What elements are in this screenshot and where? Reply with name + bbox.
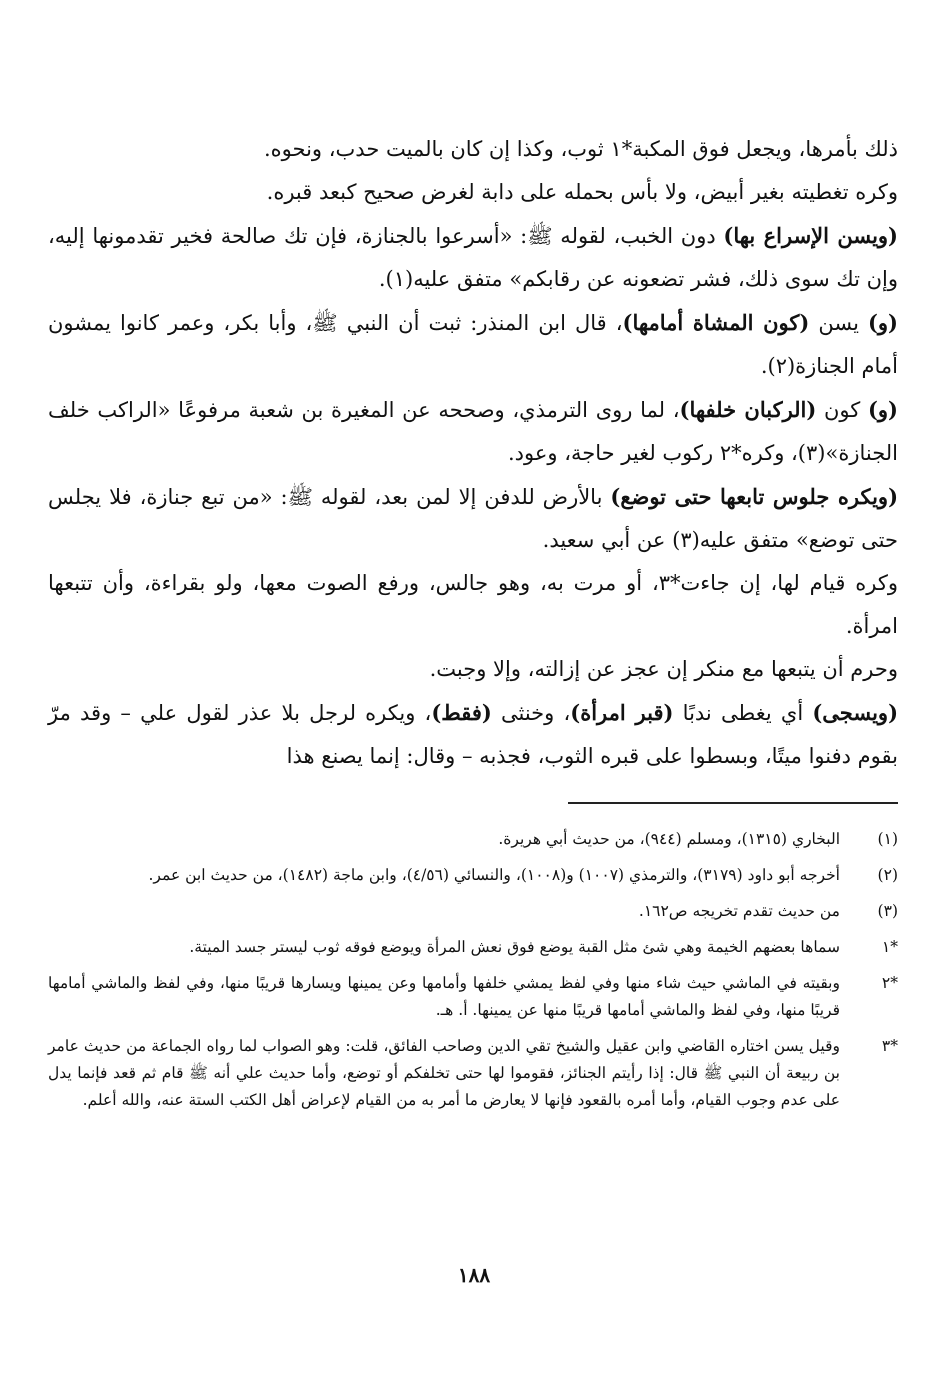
bold-phrase: (كون المشاة أمامها) — [622, 310, 810, 335]
bold-phrase: (و) — [867, 397, 898, 422]
footnote-number: *٣ — [881, 1037, 898, 1055]
text-run: ذلك بأمرها، ويجعل فوق المكبة*١ ثوب، وكذا إن كان بالميت حدب، ونحوه. — [264, 137, 898, 161]
bold-phrase: (ويسن الإسراع بها) — [723, 223, 898, 248]
footnote-number: *٢ — [881, 974, 898, 992]
footnote-text: وقيل يسن اختاره القاضي وابن عقيل والشيخ تقي الدين وصاحب الفائق، قلت: وهو الصواب لما رواه الجماعة من حديث عامر بن ربيعة أن النبي ﷺ قال: إذا رأيتم الجنائز، فقوموا لها حتى تخلفكم أو توضع، وأما حديث علي أنه ﷺ قام ثم قعد فإنما يدل على عدم وجوب القيام، وأما أمره بالقعود فإنها لا يعارض ما أمر به من القيام لإعراض أهل الكتب الستة عنه، والله أعلم. — [48, 1037, 840, 1109]
footnote — [48, 970, 898, 1024]
footnote-text: أخرجه أبو داود (٣١٧٩)، والترمذي (١٠٠٧) و(١٠٠٨)، والنسائي (٤/٥٦)، وابن ماجة (١٤٨٢)، من حديث ابن عمر. — [148, 866, 840, 884]
footnote — [48, 826, 898, 853]
paragraph — [48, 691, 898, 778]
bold-phrase: (ويكره جلوس تابعها حتى توضع) — [610, 484, 899, 509]
text-run: ، لما روى الترمذي، وصححه عن المغيرة بن شعبة مرفوعًا «الراكب خلف الجنازة»(٣)، وكره*٢ ركوب لغير حاجة، وعود. — [48, 398, 898, 465]
footnote-number: (٢) — [877, 866, 898, 884]
footnote-number: (٣) — [877, 902, 898, 920]
text-run: دون الخبب، لقوله ﷺ: «أسرعوا بالجنازة، فإن تك صالحة فخير تقدمونها إليه، وإن تك سوى ذلك، فشر تضعونه عن رقابكم» متفق عليه(١). — [48, 224, 898, 291]
footnote-text: من حديث تقدم تخريجه ص١٦٢. — [638, 902, 840, 920]
paragraph — [48, 388, 898, 475]
footnote — [48, 898, 898, 925]
paragraph — [48, 301, 898, 388]
text-run: وحرم أن يتبعها مع منكر إن عجز عن إزالته، وإلا وجبت. — [429, 657, 898, 681]
paragraph — [48, 214, 898, 301]
footnote-text: وبقيته في الماشي حيث شاء منها وفي لفظ يمشي خلفها وأمامها وعن يمينها ويسارها قريبًا منها، وفي لفظ والماشي أمامها قريبًا منها، وفي لفظ والماشي أمامها قريبًا منها عن يمينها. أ. هـ. — [48, 974, 840, 1019]
text-run: وكره تغطيته بغير أبيض، ولا بأس بحمله على دابة لغرض صحيح كبعد قبره. — [266, 180, 898, 204]
footnote-number: (١) — [877, 830, 898, 848]
page-number: ١٨٨ — [457, 1263, 491, 1287]
bold-phrase: (فقط) — [431, 700, 492, 725]
paragraph — [48, 562, 898, 648]
footnote-number: *١ — [881, 938, 898, 956]
footnotes — [48, 826, 898, 1114]
bold-phrase: (قبر امرأة) — [570, 700, 674, 725]
text-run: ، وخنثى — [491, 701, 571, 725]
text-run: ، ويكره لرجل بلا عذر لقول علي – وقد مرّ بقوم دفنوا ميتًا، وبسطوا على قبره الثوب، فجذبه – وقال: إنما يصنع هذا — [48, 701, 898, 768]
text-run: وكره قيام لها، إن جاءت*٣، أو مرت به، وهو جالس، ورفع الصوت معها، ولو بقراءة، وأن تتبعها امرأة. — [48, 571, 898, 638]
bold-phrase: (ويسجى) — [812, 700, 899, 725]
text-run: أي يغطى ندبًا — [673, 701, 813, 725]
footnote-text: البخاري (١٣١٥)، ومسلم (٩٤٤)، من حديث أبي هريرة. — [498, 830, 840, 848]
paragraph — [48, 475, 898, 562]
main-text — [48, 128, 898, 778]
paragraph — [48, 128, 898, 171]
footnote-text: سماها بعضهم الخيمة وهي شئ مثل القبة يوضع فوق نعش المرأة ويوضع فوقه ثوب ليستر جسد الميتة. — [189, 938, 840, 956]
text-run: بالأرض للدفن إلا لمن بعد، لقوله ﷺ: «من تبع جنازة، فلا يجلس حتى توضع» متفق عليه(٣) عن أبي سعيد. — [48, 485, 898, 552]
text-run: يسن — [809, 311, 868, 335]
bold-phrase: (الركبان خلفها) — [679, 397, 817, 422]
footnote — [48, 862, 898, 889]
paragraph — [48, 648, 898, 691]
page-content — [48, 128, 898, 1123]
paragraph — [48, 171, 898, 214]
text-run: كون — [816, 398, 868, 422]
bold-phrase: (و) — [867, 310, 898, 335]
footnote — [48, 1033, 898, 1114]
text-run: ، قال ابن المنذر: ثبت أن النبي ﷺ، وأبا بكر، وعمر كانوا يمشون أمام الجنازة(٢). — [48, 311, 898, 378]
footnote-separator — [568, 802, 898, 804]
footnote — [48, 934, 898, 961]
